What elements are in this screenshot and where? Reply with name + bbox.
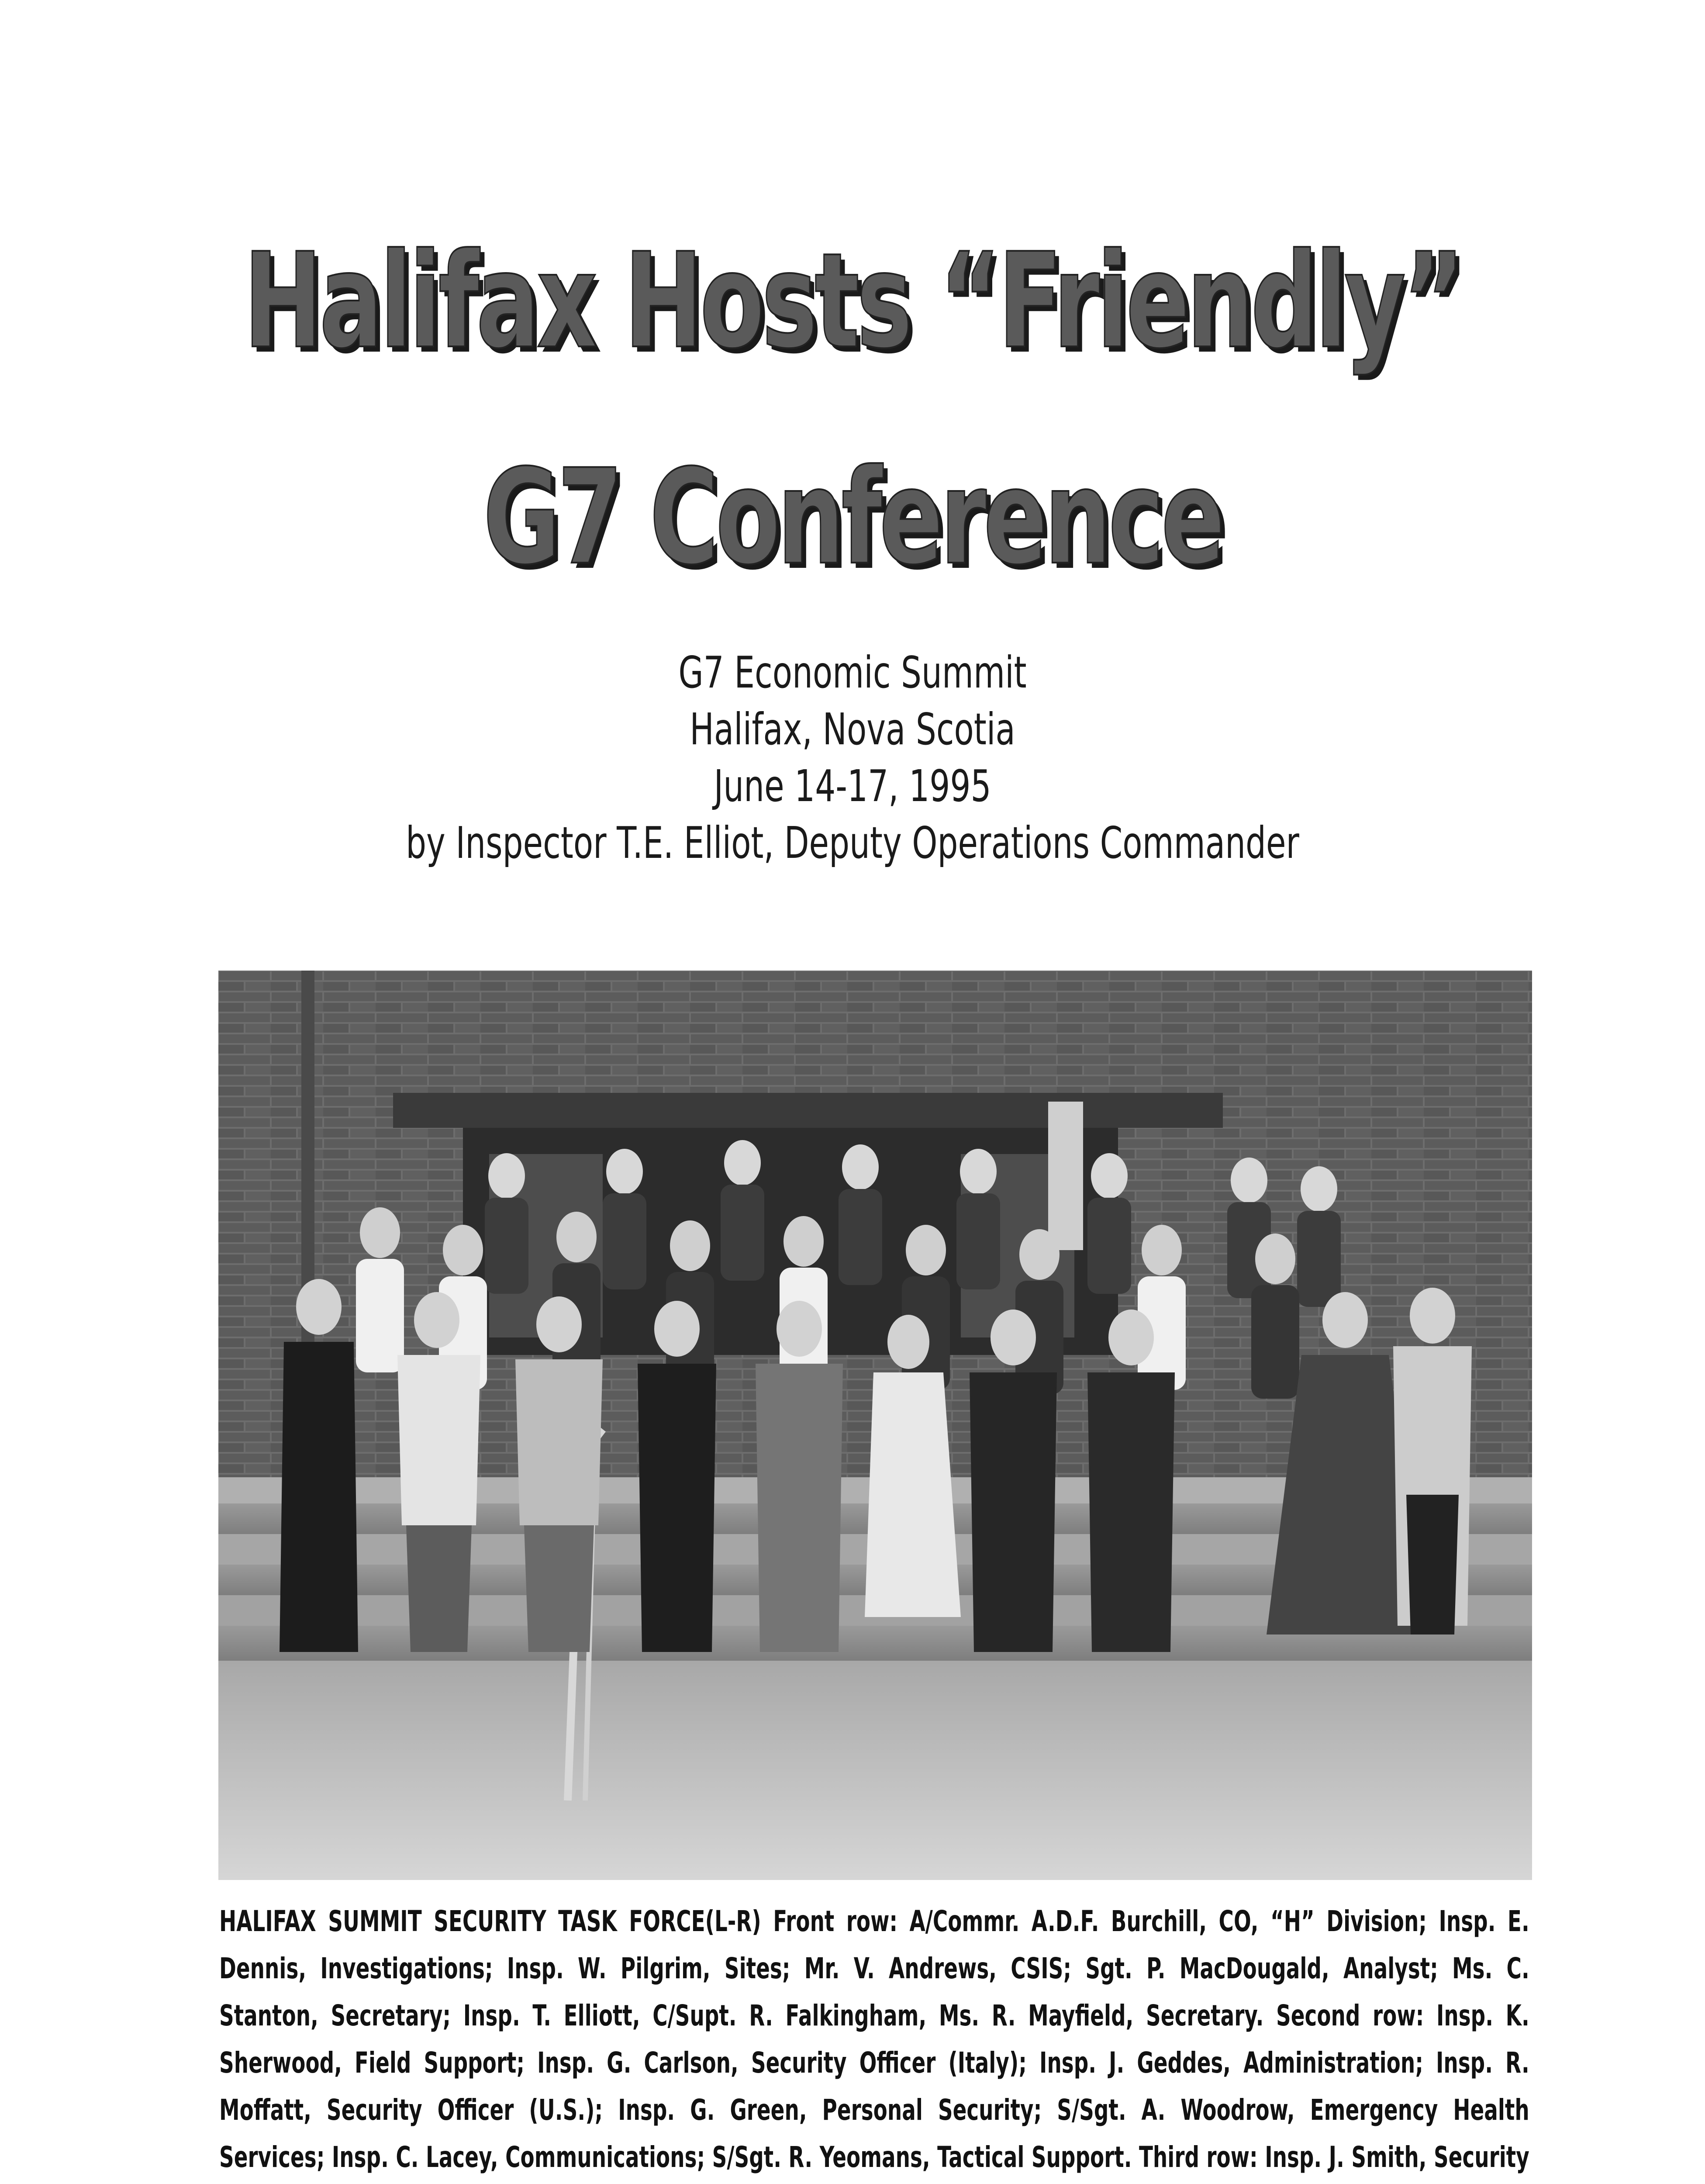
photo-caption (219, 1898, 1529, 2184)
event-name: G7 Economic Summit (678, 647, 1027, 698)
article-byline: by Inspector T.E. Elliot, Deputy Operations Commander (406, 817, 1299, 868)
article-title-line-2: G7 Conference (483, 441, 1222, 594)
event-dates: June 14-17, 1995 (714, 760, 991, 812)
event-location: Halifax, Nova Scotia (690, 704, 1015, 755)
photo-caption-text: HALIFAX SUMMIT SECURITY TASK FORCE(L-R) Front row: A/Commr. A.D.F. Burchill, CO, “H” Division; Insp. E. Dennis, Investigations; Insp. W. Pilgrim, Sites; Mr. V. Andrews, CSIS; Sgt. P. MacDougald, Analyst; Ms. C. Stanton, Secretary; Insp. T. Elliott, C/Supt. R. Falkingham, Ms. R. Mayfield, Secretary. Second row: Insp. K. Sherwood, Field Support; Insp. G. Carlson, Security Officer (Italy); Insp. J. Geddes, Administration; Insp. R. Moffatt, Security Officer (U.S.); Insp. G. Green, Personal Security; S/Sgt. A. Woodrow, Emergency Health Services; Insp. C. Lacey, Communications; S/Sgt. R. Yeomans, Tactical Support. Third row: Insp. J. Smith, Security (219, 1904, 1529, 2174)
group-photo (218, 971, 1532, 1880)
article-title-line-1: Halifax Hosts “Friendly” (243, 225, 1462, 377)
